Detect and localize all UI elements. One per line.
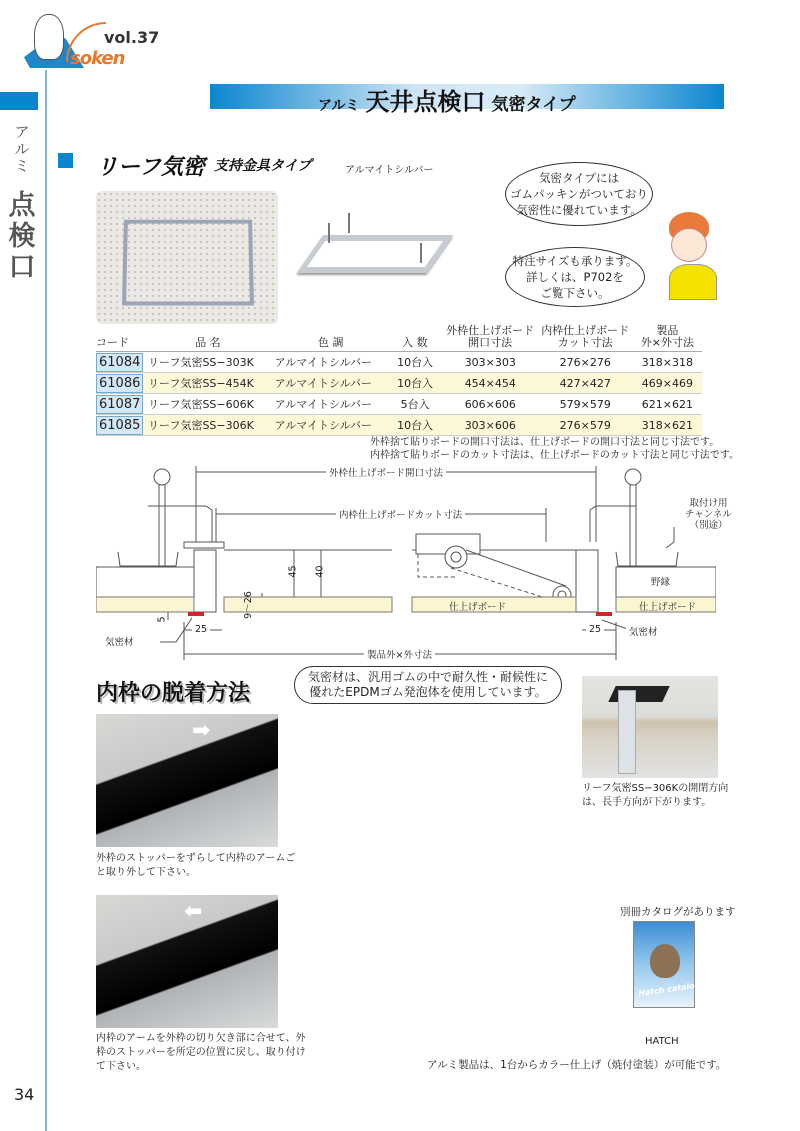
seal-label: 気密材 [102, 634, 137, 648]
mascot-girl-illustration [655, 210, 725, 300]
dim-25: 25 [192, 624, 210, 635]
speech-bubble-custom [505, 247, 645, 307]
step1-photo [96, 714, 278, 847]
rail-category-main: 点検口 [8, 190, 36, 283]
rail-divider [45, 70, 47, 1131]
title-suffix: 気密タイプ [491, 95, 576, 115]
cell-inner-cut: 276×579 [559, 418, 611, 432]
cell-name: リーフ気密SS−454K [148, 377, 254, 390]
hatch-frame-photo [300, 225, 450, 285]
header-size: 製品 外×外寸法 [640, 324, 694, 349]
header-outer-open: 外枠仕上げボード 開口寸法 [446, 324, 535, 349]
cell-size: 318×621 [641, 418, 693, 432]
product-name: リーフ気密 [96, 155, 205, 180]
cell-color: アルマイトシルバー [274, 377, 372, 390]
cell-qty: 10台入 [397, 419, 434, 432]
product-code: 61084 [96, 353, 143, 372]
page-number: 34 [14, 1085, 35, 1104]
dim-5: 5 [156, 616, 168, 623]
rail-category-sub: アルミ [14, 123, 30, 175]
bubble-line: 特注サイズも承ります。 [512, 254, 638, 268]
cell-outer-open: 606×606 [464, 397, 516, 411]
product-size-dim-label: 製品外×外寸法 [364, 647, 435, 661]
note-line: 外枠捨て貼りボードの開口寸法は、仕上げボードの開口寸法と同じ寸法です。 [370, 437, 720, 448]
dim-25: 25 [586, 624, 604, 635]
cell-inner-cut: 276×276 [559, 355, 611, 369]
cell-qty: 5台入 [400, 398, 430, 411]
cell-name: リーフ気密SS−303K [148, 356, 254, 369]
arrow-right-icon: ➡ [192, 718, 211, 743]
section-drawing [96, 462, 716, 662]
header-code: コード [96, 336, 129, 349]
arrow-left-icon: ⬅ [184, 899, 203, 924]
inner-cut-dim-label: 内枠仕上げボードカット寸法 [336, 507, 465, 521]
product-finish: アルマイトシルバー [345, 165, 434, 176]
table-row [96, 352, 702, 373]
cell-inner-cut: 579×579 [559, 397, 611, 411]
bubble-line: 詳しくは、P702を [526, 270, 624, 284]
note-line: 内枠捨て貼りボードのカット寸法は、仕上げボードのカット寸法と同じ寸法です。 [370, 450, 739, 461]
cell-color: アルマイトシルバー [274, 419, 372, 432]
mascot-dog-icon [34, 14, 64, 60]
header-inner-cut: 内枠仕上げボード カット寸法 [541, 324, 630, 349]
bubble-line: ゴムパッキンがついており [510, 187, 648, 201]
open-direction-caption: リーフ気密SS−306Kの開閉方向は、長手方向が下がります。 [582, 783, 729, 808]
cell-outer-open: 454×454 [464, 376, 516, 390]
footer-note: アルミ製品は、1台からカラー仕上げ（焼付塗装）が可能です。 [427, 1059, 727, 1071]
header-color: 色 調 [318, 336, 344, 349]
header-qty: 入 数 [402, 336, 428, 349]
cross-section-diagram [96, 462, 732, 662]
outer-open-dim-label: 外枠仕上げボード開口寸法 [326, 465, 446, 479]
cell-color: アルマイトシルバー [274, 398, 372, 411]
step2-photo [96, 895, 278, 1028]
table-header [96, 326, 702, 352]
bubble-line: ご覧下さい。 [540, 286, 610, 300]
brand-logo: soken [70, 48, 125, 69]
header-name: 品 名 [195, 336, 221, 349]
seal-material-note [294, 666, 562, 704]
page-title [318, 82, 576, 117]
cell-name: リーフ気密SS−606K [148, 398, 254, 411]
dim-45: 45 [287, 565, 299, 578]
installed-hatch-photo [96, 191, 278, 324]
bubble-line: 気密タイプには [539, 171, 619, 185]
catalog-label: 別冊カタログがあります [620, 906, 736, 918]
open-direction-photo [582, 676, 718, 778]
product-code: 61086 [96, 374, 143, 393]
volume-label: vol.37 [104, 28, 160, 47]
product-code: 61085 [96, 416, 143, 435]
cell-outer-open: 303×606 [464, 418, 516, 432]
title-prefix: アルミ [318, 98, 360, 114]
catalog-cover[interactable] [633, 921, 712, 1008]
title-main: 天井点検口 [365, 88, 486, 116]
method-title: 内枠の脱着方法 [96, 681, 251, 706]
note-line: 気密材は、汎用ゴムの中で耐久性・耐候性に [307, 670, 548, 684]
product-table [96, 326, 702, 436]
cell-size: 621×621 [641, 397, 693, 411]
section-marker [58, 153, 73, 168]
bubble-line: 気密性に優れています。 [516, 203, 642, 217]
dim-40: 40 [314, 565, 326, 578]
finish-board-label: 仕上げボード [449, 602, 507, 613]
catalog-cover-title: Hatch catalogue [637, 978, 712, 999]
step2-caption: 内枠のアームを外枠の切り欠き部に合せて、外枠のストッパーを所定の位置に戻し、取り付けて下さい。 [96, 1033, 306, 1072]
seal-label: 気密材 [626, 624, 661, 638]
cell-size: 318×318 [641, 355, 693, 369]
catalog-name: HATCH [645, 1036, 679, 1047]
cell-outer-open: 303×303 [464, 355, 516, 369]
table-notes [370, 436, 739, 462]
channel-label: 取付け用 チャンネル （別途） [682, 498, 735, 531]
dim-9-26: 9〜26 [242, 591, 254, 619]
cell-qty: 10台入 [397, 377, 434, 390]
finish-board-label: 仕上げボード [639, 602, 697, 613]
table-row [96, 373, 702, 394]
table-row [96, 394, 702, 415]
step1-caption: 外枠のストッパーをずらして内枠のアームごと取り外して下さい。 [96, 853, 296, 878]
note-line: 優れたEPDMゴム発泡体を使用しています。 [309, 685, 547, 699]
egg-illustration [650, 944, 680, 978]
speech-bubble-airtight [505, 162, 653, 226]
cell-inner-cut: 427×427 [559, 376, 611, 390]
rail-tab [0, 92, 38, 110]
cell-qty: 10台入 [397, 356, 434, 369]
cell-name: リーフ気密SS−306K [148, 419, 254, 432]
nobuchi-label: 野縁 [651, 577, 671, 588]
product-code: 61087 [96, 395, 143, 414]
table-row [96, 415, 702, 436]
cell-color: アルマイトシルバー [274, 356, 372, 369]
cell-size: 469×469 [641, 376, 693, 390]
product-subtitle: 支持金具タイプ [214, 158, 312, 174]
